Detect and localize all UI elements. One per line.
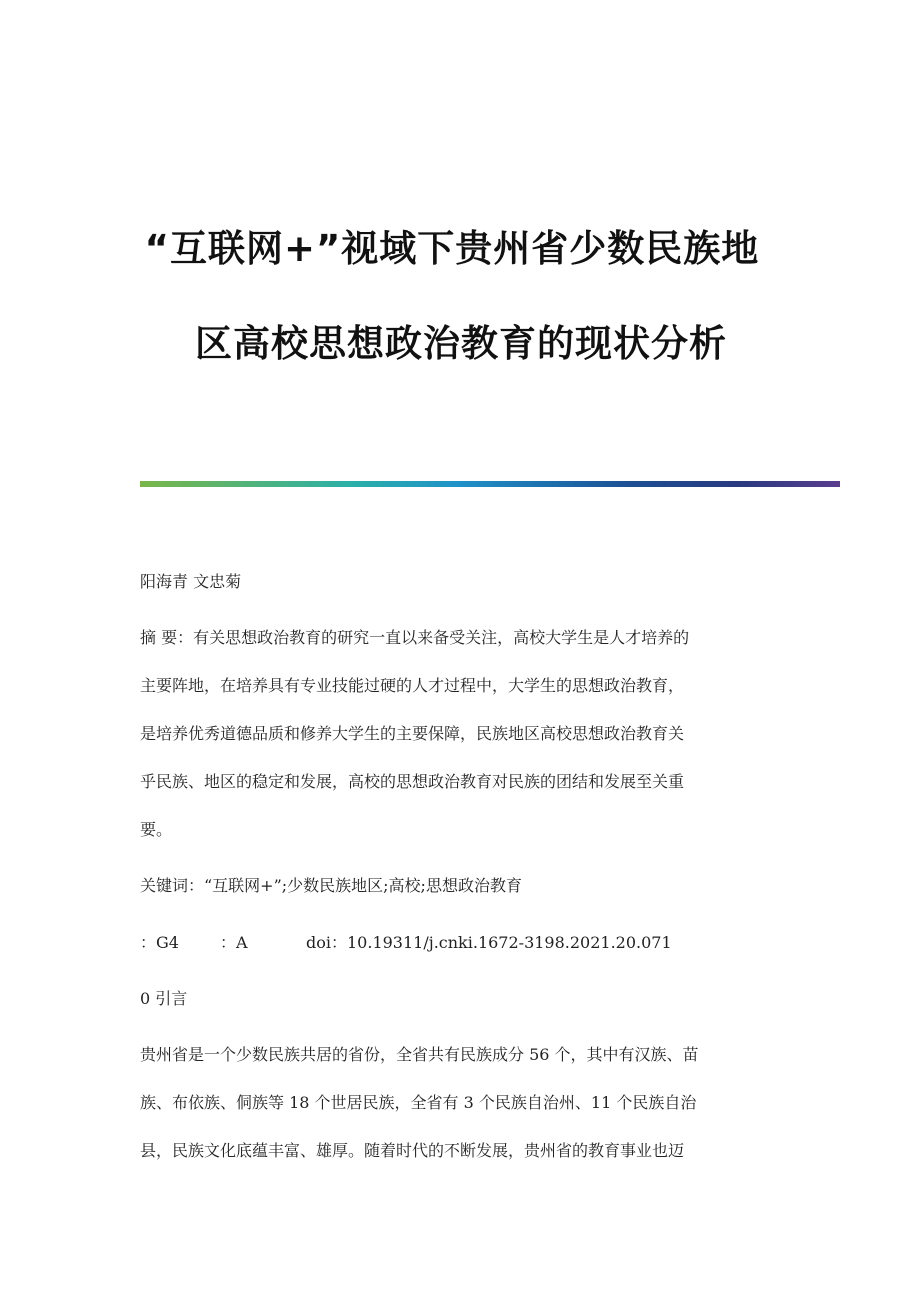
keywords: 关键词：“互联网+”;少数民族地区;高校;思想政治教育 — [140, 876, 522, 895]
document-code: ：A — [220, 933, 248, 952]
intro-line: 县，民族文化底蕴丰富、雄厚。随着时代的不断发展，贵州省的教育事业也迈 — [140, 1141, 685, 1160]
paper-title-line-2: 区高校思想政治教育的现状分析 — [195, 322, 727, 365]
intro-line: 贵州省是一个少数民族共居的省份，全省共有民族成分 56 个，其中有汉族、苗 — [140, 1045, 699, 1064]
abstract-line: 摘 要：有关思想政治教育的研究一直以来备受关注，高校大学生是人才培养的 — [140, 628, 690, 647]
doi: doi：10.19311/j.cnki.1672-3198.2021.20.071 — [306, 933, 672, 952]
intro-line: 族、布依族、侗族等 18 个世居民族，全省有 3 个民族自治州、11 个民族自治 — [140, 1093, 697, 1112]
section-heading: 0 引言 — [140, 989, 188, 1008]
paper-title-line-1: “互联网+”视域下贵州省少数民族地 — [144, 227, 760, 270]
abstract-line: 主要阵地，在培养具有专业技能过硬的人才过程中，大学生的思想政治教育， — [140, 676, 685, 695]
title-divider-rule — [140, 481, 840, 487]
abstract-line: 要。 — [140, 820, 173, 839]
abstract-line: 乎民族、地区的稳定和发展，高校的思想政治教育对民族的团结和发展至关重 — [140, 772, 685, 791]
clc-number: ：G4 — [140, 933, 179, 952]
authors: 阳海青 文忠菊 — [140, 572, 242, 591]
abstract-line: 是培养优秀道德品质和修养大学生的主要保障，民族地区高校思想政治教育关 — [140, 724, 685, 743]
